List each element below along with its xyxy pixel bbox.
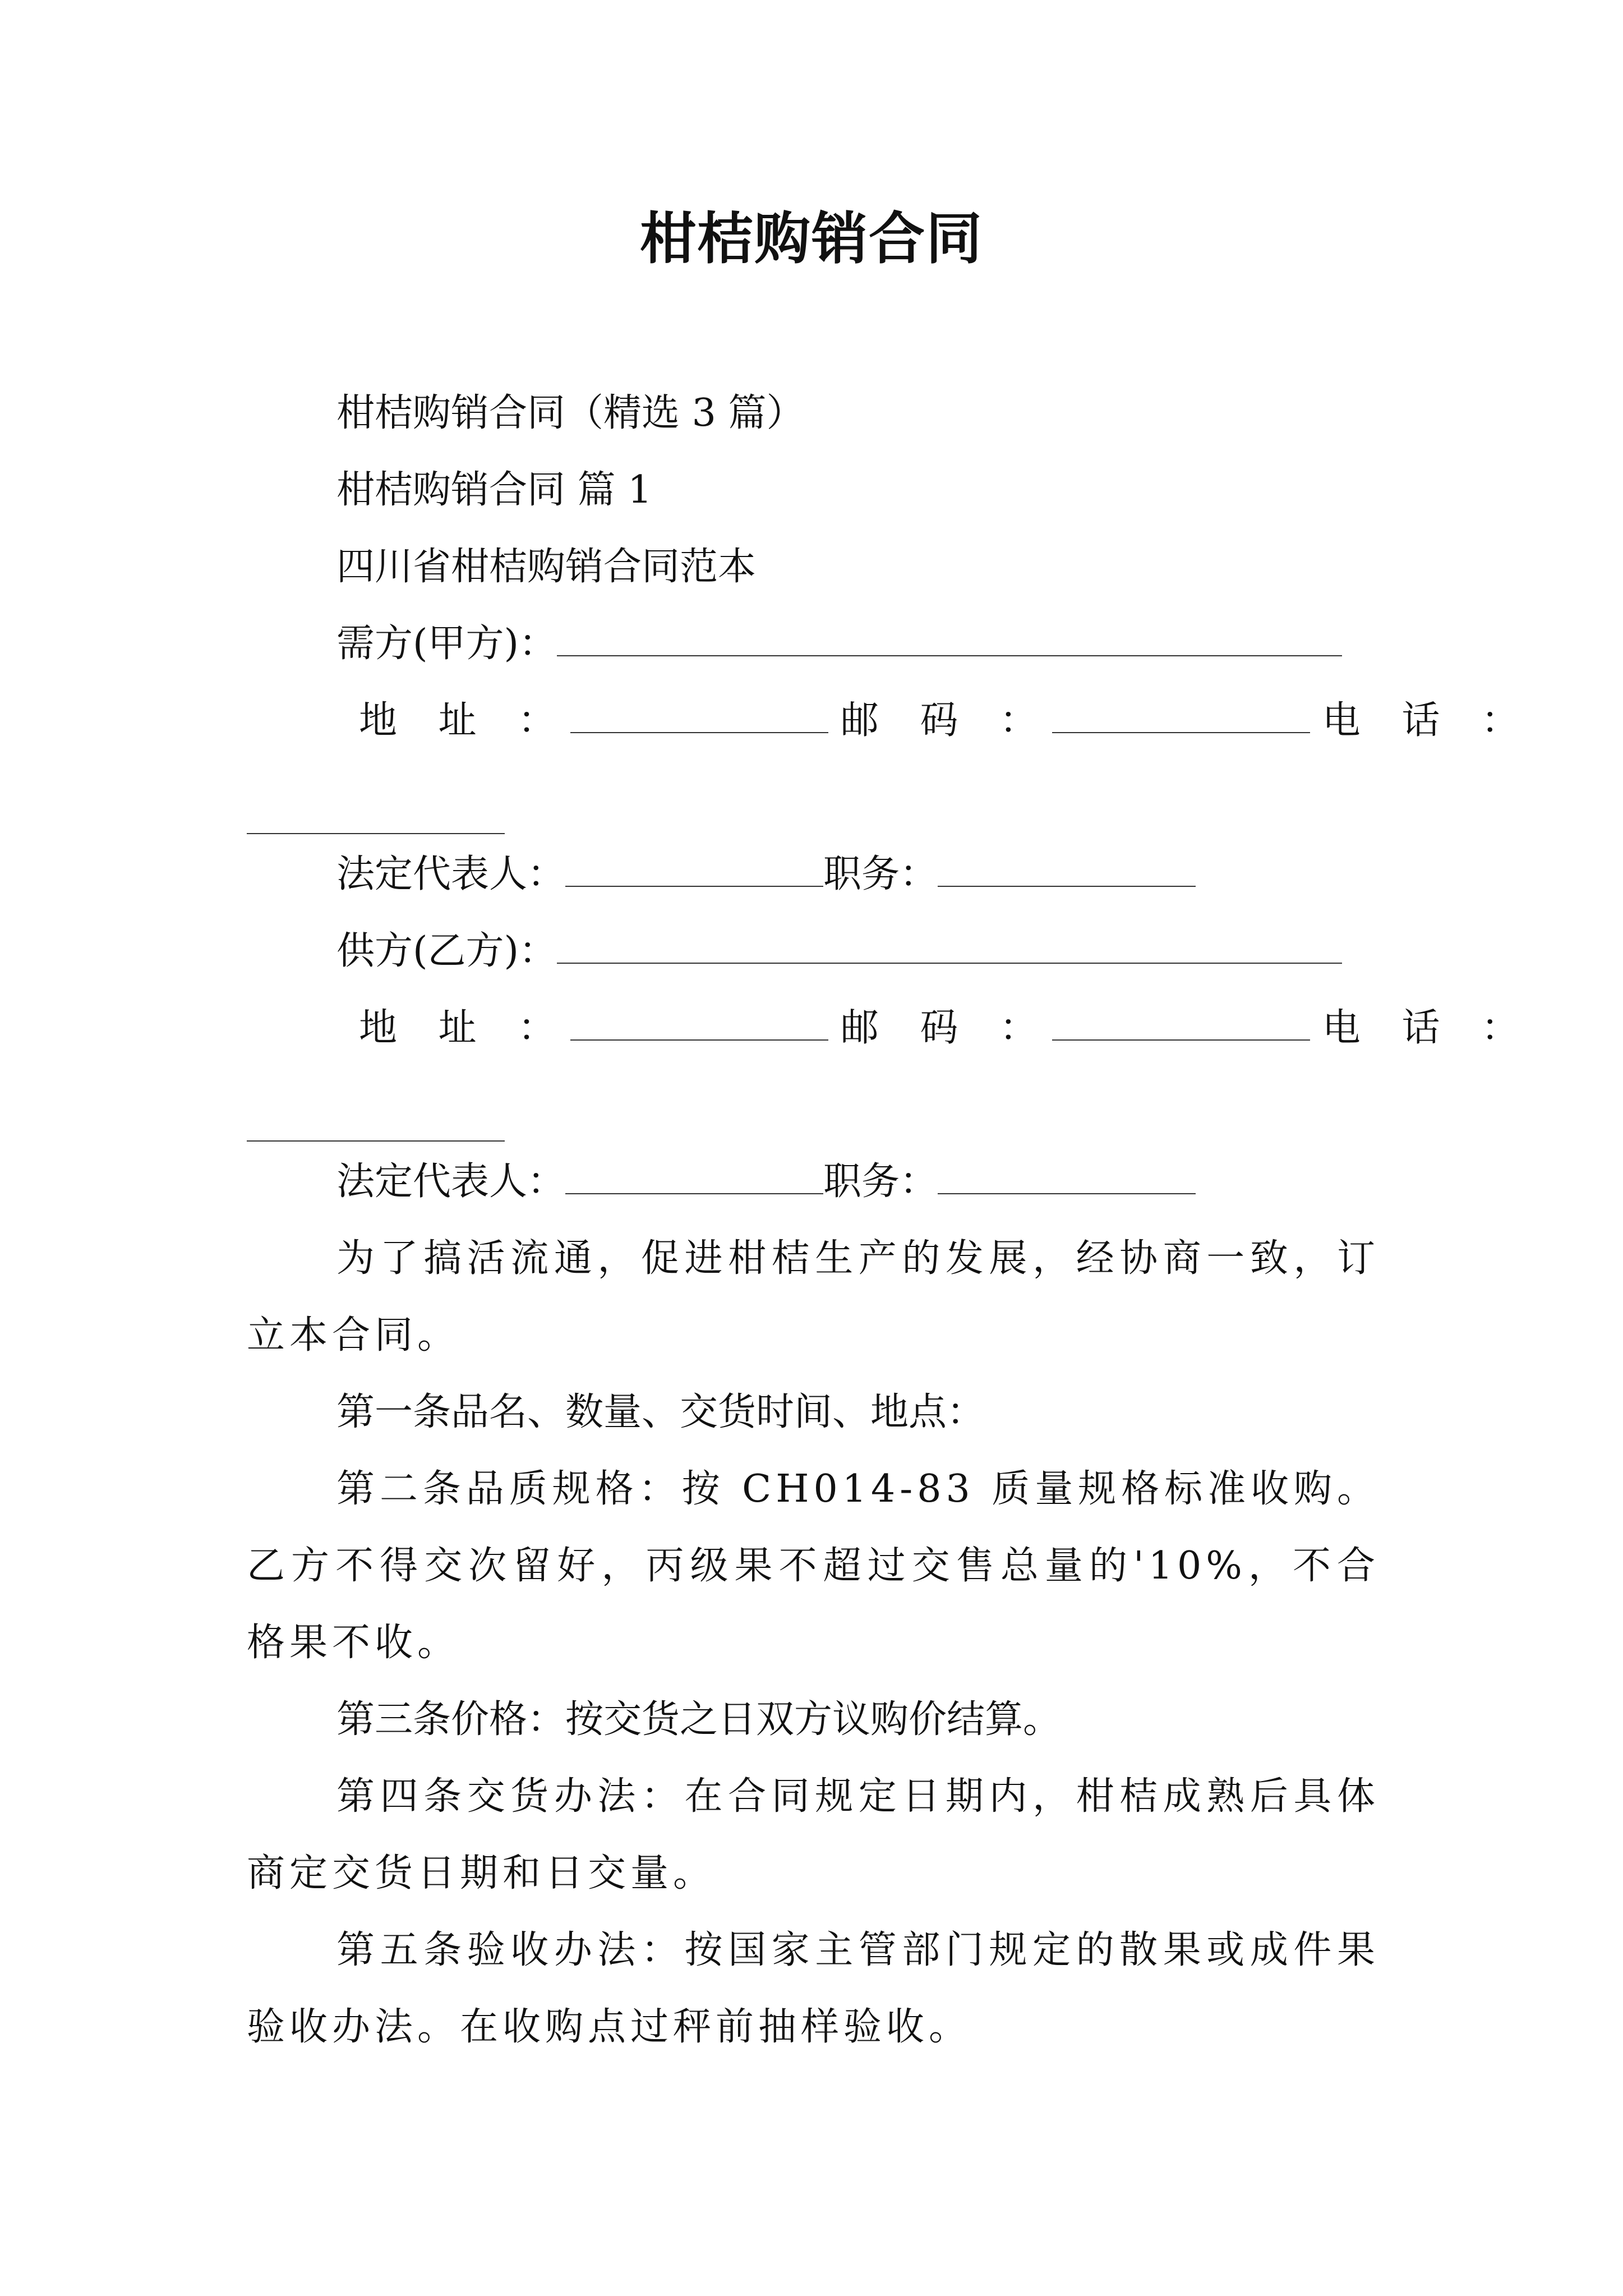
buyer-address-blank <box>570 702 828 733</box>
buyer-label: 需方(甲方)： <box>336 622 557 666</box>
seller-position-label: 职务： <box>823 1159 938 1204</box>
buyer-phone-blank-row <box>247 759 1380 836</box>
seller-postcode-label: 邮 码 ： <box>840 1006 1053 1050</box>
article-1: 第一条品名、数量、交货时间、地点： <box>336 1390 985 1434</box>
buyer-blank <box>557 625 1342 656</box>
section-heading: 柑桔购销合同 篇 1 <box>336 468 652 512</box>
buyer-address-label: 地 址 ： <box>359 698 571 743</box>
seller-legal-rep-row <box>247 1143 1380 1220</box>
seller-phone-blank <box>247 1110 505 1142</box>
document-body <box>247 375 1534 2065</box>
buyer-position-blank <box>938 855 1196 887</box>
seller-label: 供方(乙方)： <box>336 929 557 973</box>
buyer-legal-rep-blank <box>565 855 823 887</box>
buyer-row <box>247 605 1380 682</box>
seller-blank <box>557 932 1342 964</box>
preamble-paragraph: 为了搞活流通，促进柑桔生产的发展，经协商一致，订立本合同。 <box>247 1236 1380 1358</box>
article-3: 第三条价格：按交货之日双方议购价结算。 <box>336 1697 1062 1742</box>
buyer-phone-label: 电 话 ： <box>1322 698 1534 743</box>
seller-address-label: 地 址 ： <box>359 1006 571 1050</box>
seller-row <box>247 913 1380 990</box>
buyer-phone-blank <box>247 803 505 834</box>
article-2: 第二条品质规格：按 CH014-83 质量规格标准收购。乙方不得交次留好，丙级果不超过交售总量的'10%，不合格果不收。 <box>247 1467 1380 1665</box>
buyer-address-row <box>247 682 1534 759</box>
template-name: 四川省柑桔购销合同范本 <box>336 545 757 589</box>
seller-address-blank <box>570 1009 828 1041</box>
buyer-postcode-blank <box>1052 702 1310 733</box>
buyer-postcode-label: 邮 码 ： <box>840 698 1053 743</box>
seller-legal-rep-label: 法定代表人： <box>336 1159 566 1204</box>
seller-phone-label: 电 话 ： <box>1322 1006 1534 1050</box>
buyer-position-label: 职务： <box>823 852 938 896</box>
seller-position-blank <box>938 1163 1196 1194</box>
subtitle: 柑桔购销合同（精选 3 篇） <box>336 391 805 435</box>
buyer-legal-rep-label: 法定代表人： <box>336 852 566 896</box>
article-5: 第五条验收办法：按国家主管部门规定的散果或成件果验收办法。在收购点过秤前抽样验收。 <box>247 1928 1380 2049</box>
article-4: 第四条交货办法：在合同规定日期内，柑桔成熟后具体商定交货日期和日交量。 <box>247 1774 1380 1895</box>
seller-phone-blank-row <box>247 1066 1380 1143</box>
document-title: 柑桔购销合同 <box>640 205 983 272</box>
seller-legal-rep-blank <box>565 1163 823 1194</box>
seller-address-row <box>247 990 1534 1066</box>
buyer-legal-rep-row <box>247 836 1380 913</box>
seller-postcode-blank <box>1052 1009 1310 1041</box>
